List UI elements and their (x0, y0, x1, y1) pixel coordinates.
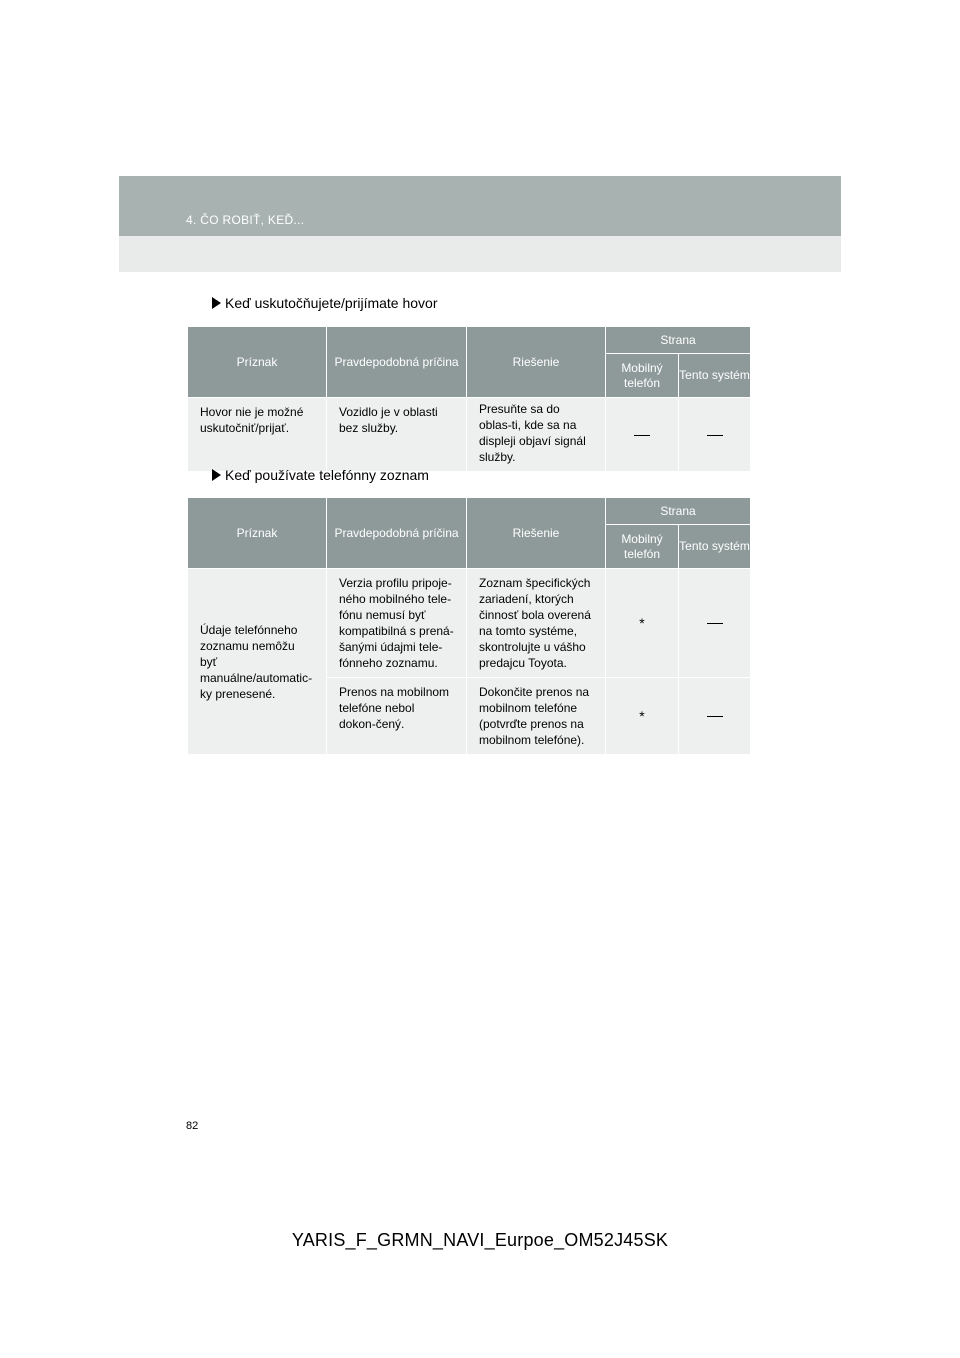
col-header-page: Strana (606, 498, 751, 525)
asterisk-mark: * (639, 614, 645, 631)
col-header-phone: Mobilný telefón (606, 525, 679, 569)
col-header-symptom: Príznak (188, 498, 327, 569)
section-heading-call (212, 295, 438, 311)
table-row (188, 569, 751, 678)
col-header-solution: Riešenie (467, 327, 606, 398)
col-header-page: Strana (606, 327, 751, 354)
dash-mark (707, 435, 723, 436)
asterisk-mark: * (639, 707, 645, 724)
dash-mark (634, 435, 650, 436)
call-troubleshooting-table (187, 326, 751, 472)
cell-phone-page (606, 398, 679, 472)
col-header-solution: Riešenie (467, 498, 606, 569)
header-band (119, 176, 841, 236)
cell-symptom: Hovor nie je možné uskutočniť/prijať. (188, 398, 327, 472)
col-header-cause: Pravdepodobná príčina (327, 327, 467, 398)
chapter-title: 4. ČO ROBIŤ, KEĎ... (186, 213, 305, 227)
triangle-right-icon (212, 297, 221, 309)
cell-solution: Dokončite prenos na mobilnom telefóne (potvrďte prenos na mobilnom telefóne). (467, 678, 606, 755)
dash-mark (707, 716, 723, 717)
phonebook-troubleshooting-table (187, 497, 751, 755)
col-header-system: Tento systém (679, 354, 751, 398)
cell-system-page (679, 398, 751, 472)
col-header-phone: Mobilný telefón (606, 354, 679, 398)
cell-cause: Verzia profilu pripoje-ného mobilného tele-fónu nemusí byť kompatibilná s prená-šanými údajmi tele-fónneho zoznamu. (327, 569, 467, 678)
cell-system-page (679, 569, 751, 678)
cell-phone-page (606, 569, 679, 678)
triangle-right-icon (212, 469, 221, 481)
table-row (188, 398, 751, 472)
cell-phone-page (606, 678, 679, 755)
header-subband (119, 236, 841, 272)
col-header-system: Tento systém (679, 525, 751, 569)
section-heading-text: Keď uskutočňujete/prijímate hovor (225, 295, 438, 311)
col-header-symptom: Príznak (188, 327, 327, 398)
cell-cause: Vozidlo je v oblasti bez služby. (327, 398, 467, 472)
cell-symptom: Údaje telefónneho zoznamu nemôžu byť manuálne/automatic-ky prenesené. (188, 569, 327, 755)
section-heading-phonebook (212, 467, 429, 483)
cell-solution: Presuňte sa do oblas-ti, kde sa na displeji objaví signál služby. (467, 398, 606, 472)
cell-cause: Prenos na mobilnom telefóne nebol dokon-čený. (327, 678, 467, 755)
page-number: 82 (186, 1120, 199, 1132)
cell-system-page (679, 678, 751, 755)
cell-solution: Zoznam špecifických zariadení, ktorých činnosť bola overená na tomto systéme, skontrolujte u vášho predajcu Toyota. (467, 569, 606, 678)
col-header-cause: Pravdepodobná príčina (327, 498, 467, 569)
footer-document-code: YARIS_F_GRMN_NAVI_Eurpoe_OM52J45SK (291, 1230, 669, 1250)
dash-mark (707, 623, 723, 624)
section-heading-text: Keď používate telefónny zoznam (225, 467, 429, 483)
